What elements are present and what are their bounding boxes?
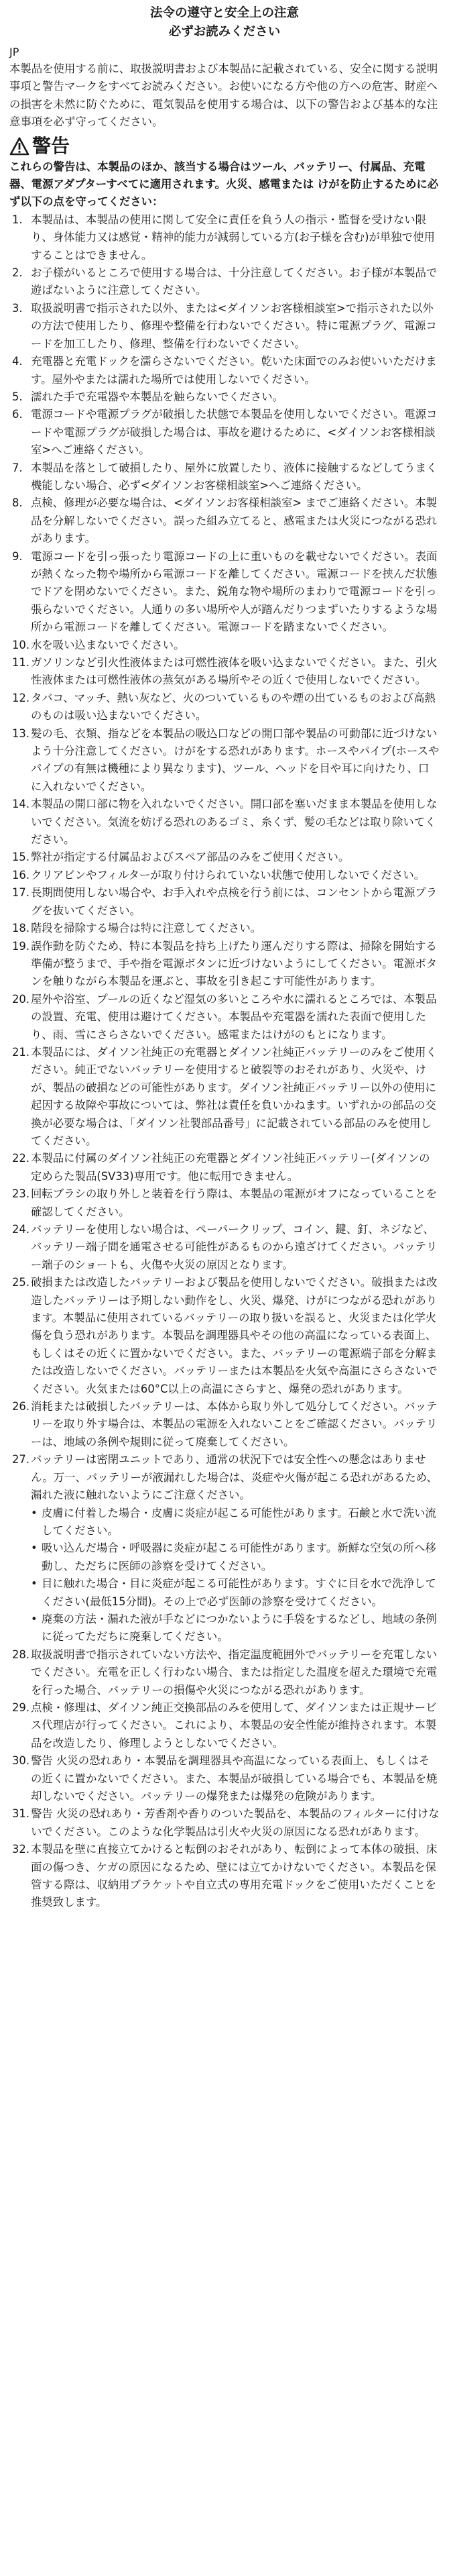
warning-item-number: 3. bbox=[12, 301, 23, 315]
warning-item-number: 27. bbox=[12, 1453, 30, 1466]
warning-item-text: 髪の毛、衣類、指などを本製品の吸込口などの開口部や製品の可動部に近づけないよう十分注意してください。けがをする恐れがあります。ホースやパイプ(ホースやパイプの有無は機種により異なります)、ツール、ヘッドを目や耳に向けたり、口に入れないでください。 bbox=[31, 727, 440, 793]
warning-item bbox=[9, 637, 440, 654]
warning-item-number: 9. bbox=[12, 549, 23, 563]
warning-item-text: 本製品の開口部に物を入れないでください。開口部を塞いだまま本製品を使用しないでください。気流を妨げる恐れのあるゴミ、糸くず、髪の毛などは取り除いてください。 bbox=[31, 798, 438, 847]
warning-sub-item bbox=[31, 1540, 440, 1575]
warning-item bbox=[9, 300, 440, 353]
intro-paragraph: 本製品を使用する前に、取扱説明書および本製品に記載されている、安全に関する説明事項と警告マークをすべてお読みください。お使いになる方や他の方への危害、財産への損害を未然に防ぐために、電気製品を使用する場合は、以下の警告および基本的な注意事項を必ず守ってください。 bbox=[9, 62, 438, 129]
warning-item-number: 21. bbox=[12, 1045, 30, 1059]
warning-item-text: 本製品は、本製品の使用に関して安全に責任を負う人の指示・監督を受けない限り、身体能力又は感覚・精神的能力が減弱している方(お子様を含む)が単独で使用することはできません。 bbox=[31, 213, 435, 262]
warning-item-number: 6. bbox=[12, 408, 23, 421]
warning-item bbox=[9, 938, 440, 991]
warning-item-text: 警告 火災の恐れあり・本製品を調理器具や高温になっている表面上、もしくはその近くに置かないでください。また、本製品が破損している場合でも、本製品を焼却しないでください。バッテリーの爆発または爆発の危険があります。 bbox=[31, 1754, 438, 1803]
bullet-icon: • bbox=[31, 1577, 38, 1591]
warning-item-text: 回転ブラシの取り外しと装着を行う際は、本製品の電源がオフになっていることを確認してください。 bbox=[31, 1187, 437, 1218]
warning-item bbox=[9, 690, 440, 725]
warning-sub-item-text: 吸い込んだ場合・呼吸器に炎症が起こる可能性があります。新鮮な空気の所へ移動し、ただちに医師の診察を受けてください。 bbox=[42, 1542, 436, 1572]
warning-item-body bbox=[31, 725, 440, 796]
warning-item-text: 本製品には、ダイソン社純正の充電器とダイソン社純正バッテリーのみをご使用ください。純正でないバッテリーを使用すると破裂等のおそれがあり、火災や、けが、製品の破損などの可能性があります。ダイソン社純正バッテリー以外の使用に起因する故障や事故については、弊社は責任を負いかねます。いずれかの部品の交換が必要な場合は、「ダイソン社製部品番号」に記載されている部品のみを使用してください。 bbox=[31, 1045, 437, 1147]
warning-item-body bbox=[31, 991, 440, 1044]
warning-item-body bbox=[31, 406, 440, 459]
warning-item-body bbox=[31, 1699, 440, 1752]
warning-item-body bbox=[31, 1805, 440, 1841]
warning-item-number: 10. bbox=[12, 638, 30, 651]
warning-item-text: 電源コードを引っ張ったり電源コードの上に重いものを載せないでください。表面が熱くなった物や場所から電源コードを離してください。電源コードを挟んだ状態でドアを閉めないでください。また、鋭角な物や場所のまわりで電源コードを引っ張らないでください。人通りの多い場所や人が踏んだりつまずいたりするような場所から電源コードを離してください。電源コードを踏まないでください。 bbox=[31, 549, 438, 634]
warning-item-body bbox=[31, 1398, 440, 1451]
warning-sub-item-text: 廃棄の方法・漏れた液が手などにつかないように手袋をするなどし、地域の条例に従ってただちに廃棄してください。 bbox=[42, 1612, 437, 1644]
warning-item bbox=[9, 1185, 440, 1221]
warning-item-number: 23. bbox=[12, 1187, 30, 1201]
warning-item-body bbox=[31, 264, 440, 300]
warning-item-text: 本製品を落として破損したり、屋外に放置したり、液体に接触するなどしてうまく機能しない場合、必ず<ダイソンお客様相談室>へご連絡ください。 bbox=[31, 461, 438, 492]
warning-item bbox=[9, 1044, 440, 1150]
warning-item-text: 取扱説明書で指示されていない方法や、指定温度範囲外でバッテリーを充電しないでください。充電を正しく行わない場合、または指定した温度を超えた環境で充電を行った場合、バッテリーの損傷や火災につながる恐れがあります。 bbox=[31, 1648, 438, 1697]
warning-item-number: 30. bbox=[12, 1754, 30, 1768]
warning-item-number: 4. bbox=[12, 355, 23, 368]
warning-item-body bbox=[31, 796, 440, 849]
warning-item-body bbox=[31, 849, 440, 866]
warning-item-body bbox=[31, 938, 440, 991]
warning-item-text: 警告 火災の恐れあり・芳香剤や香りのついた製品を、本製品のフィルターに付けないでください。このような化学製品は引火や火災の原因になる恐れがあります。 bbox=[31, 1807, 440, 1838]
warning-title: 警告 bbox=[32, 134, 70, 157]
warning-item-number: 18. bbox=[12, 922, 30, 935]
warning-item bbox=[9, 849, 440, 866]
warning-item bbox=[9, 725, 440, 796]
warning-item-number: 2. bbox=[12, 266, 23, 280]
warning-sub-item-text: 目に触れた場合・目に炎症が起こる可能性があります。すぐに目を水で洗浄してください(最低15分間)。その上で必ず医師の診察を受けてください。 bbox=[42, 1577, 436, 1608]
warning-item-body bbox=[31, 1221, 440, 1274]
warning-item-body bbox=[31, 1274, 440, 1398]
warning-item bbox=[9, 1221, 440, 1274]
warning-item bbox=[9, 1150, 440, 1185]
warning-item bbox=[9, 211, 440, 264]
warning-heading bbox=[9, 134, 440, 158]
warning-item bbox=[9, 796, 440, 849]
warning-item-body bbox=[31, 1150, 440, 1185]
warning-item bbox=[9, 1646, 440, 1699]
warning-item-number: 1. bbox=[12, 213, 23, 226]
warning-item-text: 電源コードや電源プラグが破損した状態で本製品を使用しないでください。電源コードや電源プラグが破損した場合は、事故を避けるために、<ダイソンお客様相談室>へご連絡ください。 bbox=[31, 408, 438, 457]
warning-item bbox=[9, 867, 440, 884]
warning-item-text: 弊社が指定する付属品およびスペア部品のみをご使用ください。 bbox=[31, 851, 350, 864]
warning-sub-item bbox=[31, 1611, 440, 1646]
warning-item bbox=[9, 1805, 440, 1841]
warning-item-text: バッテリーを使用しない場合は、ペーパークリップ、コイン、鍵、釘、ネジなど、バッテリー端子間を通電させる可能性があるものから遠ざけてください。バッテリー端子のショートも、火傷や火災の原因となります。 bbox=[31, 1223, 438, 1271]
warning-item-text: 水を吸い込まないでください。 bbox=[31, 638, 185, 651]
warning-item-body bbox=[31, 548, 440, 637]
warning-item-body bbox=[31, 884, 440, 920]
warning-item-text: お子様がいるところで使用する場合は、十分注意してください。お子様が本製品で遊ばないように注意してください。 bbox=[31, 266, 438, 297]
warning-item-body bbox=[31, 867, 440, 884]
warning-item-text: 取扱説明書で指示された以外、または<ダイソンお客様相談室>で指示された以外の方法で使用したり、修理や整備を行わないでください。特に電源プラグ、電源コードを加工したり、修理、整備を行わないでください。 bbox=[31, 301, 437, 350]
warning-item bbox=[9, 884, 440, 920]
language-code: JP bbox=[9, 46, 19, 58]
bullet-icon: • bbox=[31, 1542, 38, 1555]
warning-item bbox=[9, 1841, 440, 1912]
warning-item-number: 16. bbox=[12, 868, 30, 881]
warning-item bbox=[9, 1451, 440, 1646]
document-title: 法令の遵守と安全上の注意 bbox=[149, 6, 299, 20]
warning-item-body bbox=[31, 1451, 440, 1646]
warning-item-body bbox=[31, 460, 440, 495]
warning-item-body bbox=[31, 353, 440, 388]
warning-item-text: 破損または改造したバッテリーおよび製品を使用しないでください。破損または改造したバッテリーは予期しない動作をし、火災、爆発、けがにつながる恐れがあります。本製品に使用されているバッテリーの取り扱いを誤ると、火災または化学火傷を負う恐れがあります。本製品を調理器具やその他の高温になっている表面上、もしくはその近くに置かないでください。また、バッテリーの電源端子部を分解または改造しないでください。バッテリーまたは本製品を火気や高温にさらさないでください。火気または60°C以上の高温にさらすと、爆発の恐れがあります。 bbox=[31, 1276, 438, 1395]
warning-items-list bbox=[9, 211, 440, 1912]
bullet-icon: • bbox=[31, 1612, 38, 1625]
warning-item-number: 12. bbox=[12, 691, 30, 704]
warning-item bbox=[9, 991, 440, 1044]
warning-item-number: 25. bbox=[12, 1276, 30, 1289]
warning-item-number: 15. bbox=[12, 851, 30, 864]
warning-item-number: 28. bbox=[12, 1648, 30, 1661]
warning-item bbox=[9, 353, 440, 388]
warning-item-text: 点検・修理は、ダイソン純正交換部品のみを使用して、ダイソンまたは正規サービス代理店が行ってください。これにより、本製品の安全性能が維持されます。本製品を改造したり、修理しようとしないでください。 bbox=[31, 1701, 437, 1750]
warning-sub-item bbox=[31, 1575, 440, 1611]
warning-item-number: 26. bbox=[12, 1400, 30, 1413]
warning-item-body bbox=[31, 1646, 440, 1699]
warning-item bbox=[9, 388, 440, 406]
warning-item-body bbox=[31, 690, 440, 725]
warning-item-number: 20. bbox=[12, 992, 30, 1006]
warning-item-text: 点検、修理が必要な場合は、<ダイソンお客様相談室> までご連絡ください。本製品を分解しないでください。誤った組み立てると、感電または火災につながる恐れがあります。 bbox=[31, 496, 438, 545]
bullet-icon: • bbox=[31, 1506, 38, 1519]
warning-item-text: 誤作動を防ぐため、特に本製品を持ち上げたり運んだりする際は、掃除を開始する準備が整うまで、手や指を電源ボタンに近づけないようにしてください。電源ボタンを触りながら本製品を運ぶと、事故を引き起こす可能性があります。 bbox=[31, 939, 438, 988]
warning-item-body bbox=[31, 1185, 440, 1221]
warning-item-body bbox=[31, 1044, 440, 1150]
warning-item-number: 11. bbox=[12, 656, 30, 669]
warning-item-number: 7. bbox=[12, 461, 23, 474]
warning-item-body bbox=[31, 494, 440, 547]
warning-item-number: 5. bbox=[12, 390, 23, 403]
warning-item-text: ガソリンなど引火性液体または可燃性液体を吸い込まないでください。また、引火性液体または可燃性液体の蒸気がある場所やその近くで使用しないでください。 bbox=[31, 656, 438, 687]
warning-sub-item-text: 皮膚に付着した場合・皮膚に炎症が起こる可能性があります。石鹸と水で洗い流してください。 bbox=[42, 1506, 436, 1537]
document-subtitle: 必ずお読みください bbox=[168, 25, 281, 39]
warning-item-number: 31. bbox=[12, 1807, 30, 1821]
warning-item-text: 階段を掃除する場合は特に注意してください。 bbox=[31, 922, 262, 935]
warning-item-number: 29. bbox=[12, 1701, 30, 1714]
warning-item-number: 32. bbox=[12, 1843, 30, 1856]
warning-item bbox=[9, 548, 440, 637]
warning-item-text: 本製品を壁に直接立てかけると転倒のおそれがあり、転倒によって本体の破損、床面の傷つき、ケガの原因になるため、壁には立てかけないでください。本製品を保管する際は、収納用ブラケットや自立式の専用充電ドックをご使用いただくことを推奨致します。 bbox=[31, 1843, 438, 1909]
warning-item bbox=[9, 406, 440, 459]
warning-item-number: 14. bbox=[12, 798, 30, 811]
warning-item-number: 13. bbox=[12, 727, 30, 740]
warning-item-number: 8. bbox=[12, 496, 23, 510]
warning-item bbox=[9, 1699, 440, 1752]
warning-sub-list bbox=[31, 1505, 440, 1646]
warning-item-body bbox=[31, 637, 440, 654]
warning-item-number: 19. bbox=[12, 939, 30, 953]
warning-item bbox=[9, 1398, 440, 1451]
warning-item-body bbox=[31, 300, 440, 353]
warning-item bbox=[9, 920, 440, 937]
warning-sub-item bbox=[31, 1505, 440, 1540]
warning-triangle-icon bbox=[9, 137, 29, 156]
warning-item-body bbox=[31, 388, 440, 406]
warning-item bbox=[9, 460, 440, 495]
warning-item bbox=[9, 1752, 440, 1805]
warning-lead: これらの警告は、本製品のほか、該当する場合はツール、バッテリー、付属品、充電器、電源アダプターすべてに適用されます。火災、感電または けがを防止するために必ず以下の点を守ってください： bbox=[9, 160, 439, 209]
warning-item-text: タバコ、マッチ、熱い灰など、火のついているものや煙の出ているものおよび高熱のものは吸い込まないでください。 bbox=[31, 691, 436, 722]
warning-item bbox=[9, 494, 440, 547]
warning-item bbox=[9, 654, 440, 690]
warning-item bbox=[9, 1274, 440, 1398]
warning-item-text: 本製品に付属のダイソン社純正の充電器とダイソン社純正バッテリー(ダイソンの定めらた製品(SV33)専用です。他に転用できません。 bbox=[31, 1152, 430, 1183]
warning-item-number: 22. bbox=[12, 1152, 30, 1165]
warning-item-text: クリアビンやフィルターが取り付けられていない状態で使用しないでください。 bbox=[31, 868, 426, 881]
warning-item-text: バッテリーは密閉ユニットであり、通常の状況下では安全性への懸念はありません。万一、バッテリーが液漏れした場合は、炎症や火傷が起こる恐れがあるため、漏れた液に触れないようにご注意ください。 bbox=[31, 1453, 438, 1502]
warning-item-body bbox=[31, 1752, 440, 1805]
warning-item-body bbox=[31, 920, 440, 937]
warning-item-number: 24. bbox=[12, 1223, 30, 1236]
warning-item-text: 消耗または破損したバッテリーは、本体から取り外して処分してください。バッテリーを取り外す場合は、本製品の電源を入れないことをご確認ください。バッテリーは、地域の条例や規則に従って廃棄してください。 bbox=[31, 1400, 438, 1448]
warning-item-body bbox=[31, 211, 440, 264]
warning-item-body bbox=[31, 1841, 440, 1912]
warning-item-text: 充電器と充電ドックを濡らさないでください。乾いた床面でのみお使いいただけます。屋外やまたは濡れた場所では使用しないでください。 bbox=[31, 355, 437, 386]
warning-item bbox=[9, 264, 440, 300]
warning-item-text: 屋外や浴室、プールの近くなど湿気の多いところや水に濡れるところでは、本製品の設置、充電、使用は避けてください。本製品や充電器を濡れた表面で使用したり、雨、雪にさらさないでください。感電またはけがのもとになります。 bbox=[31, 992, 437, 1041]
warning-item-text: 長期間使用しない場合や、お手入れや点検を行う前には、コンセントから電源プラグを抜いてください。 bbox=[31, 886, 438, 917]
warning-item-body bbox=[31, 654, 440, 690]
warning-item-text: 濡れた手で充電器や本製品を触らないでください。 bbox=[31, 390, 283, 403]
warning-item-number: 17. bbox=[12, 886, 30, 900]
